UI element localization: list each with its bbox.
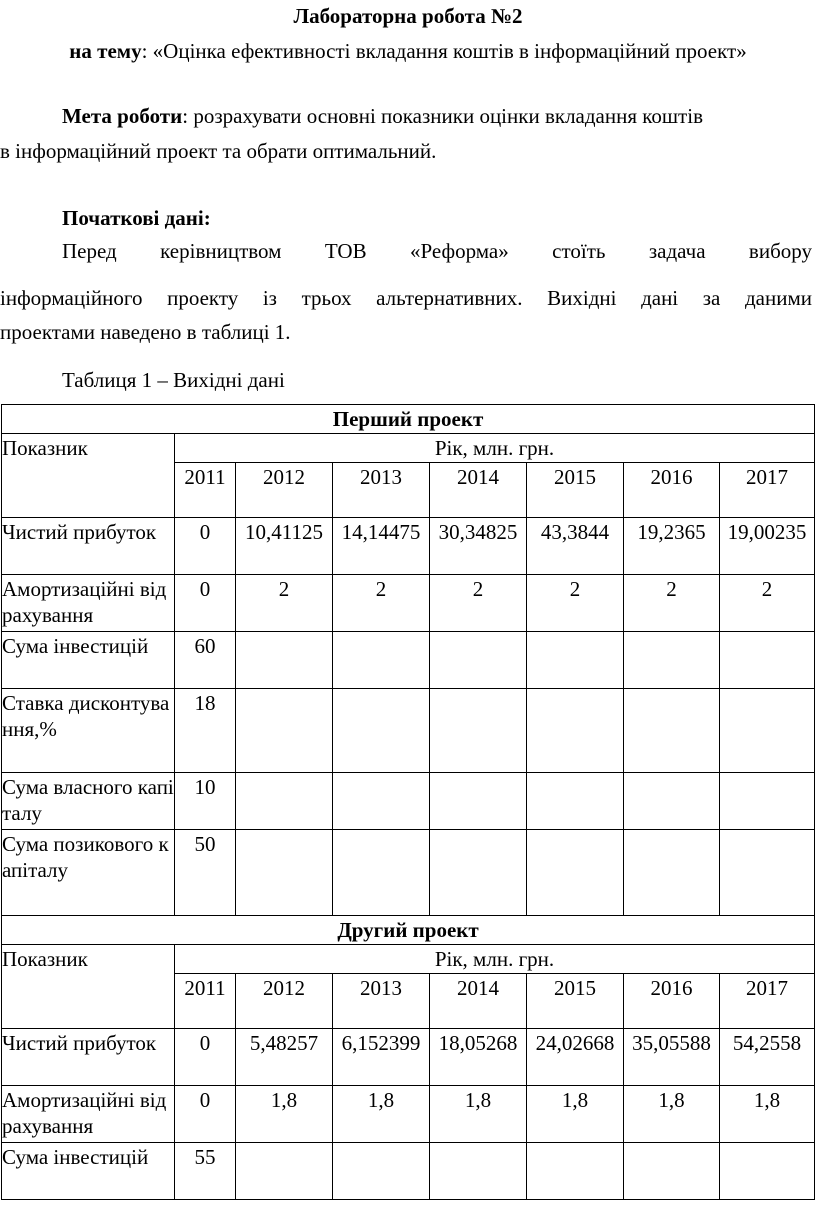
project2-year-header: Рік, млн. грн.	[175, 945, 815, 974]
value-cell: 0	[175, 575, 236, 632]
table-row	[2, 1143, 815, 1200]
value-cell	[236, 830, 333, 916]
goal-line-1	[0, 102, 812, 130]
value-cell	[624, 773, 720, 830]
table-row	[2, 689, 815, 773]
value-cell: 0	[175, 1029, 236, 1086]
value-cell	[720, 632, 815, 689]
value-cell	[236, 632, 333, 689]
value-cell	[720, 773, 815, 830]
project1-year-header: Рік, млн. грн.	[175, 434, 815, 463]
value-cell: 43,3844	[527, 518, 624, 575]
year-cell: 2012	[236, 463, 333, 518]
document-topic	[0, 37, 816, 65]
row-label: Чистий прибуток	[2, 518, 175, 575]
project1-title: Перший проект	[2, 405, 815, 434]
table-row	[2, 518, 815, 575]
project2-header-row	[2, 945, 815, 974]
year-cell: 2017	[720, 974, 815, 1029]
value-cell: 2	[624, 575, 720, 632]
value-cell: 19,00235	[720, 518, 815, 575]
year-cell: 2012	[236, 974, 333, 1029]
value-cell: 30,34825	[430, 518, 527, 575]
project2-title: Другий проект	[2, 916, 815, 945]
value-cell	[624, 689, 720, 773]
document-title	[0, 2, 816, 30]
value-cell: 2	[527, 575, 624, 632]
value-cell: 0	[175, 1086, 236, 1143]
value-cell: 60	[175, 632, 236, 689]
value-cell: 19,2365	[624, 518, 720, 575]
project1-header-row	[2, 434, 815, 463]
year-cell: 2011	[175, 463, 236, 518]
table-row	[2, 575, 815, 632]
value-cell: 2	[720, 575, 815, 632]
initial-heading-text: Початкові дані:	[62, 206, 211, 230]
row-label: Амортизаційні відрахування	[2, 575, 175, 632]
value-cell: 18,05268	[430, 1029, 527, 1086]
value-cell: 1,8	[720, 1086, 815, 1143]
year-cell: 2016	[624, 974, 720, 1029]
value-cell: 2	[333, 575, 430, 632]
value-cell	[333, 632, 430, 689]
value-cell	[333, 773, 430, 830]
goal-line-2: в інформаційний проект та обрати оптимальний.	[0, 139, 437, 163]
initial-para-line-2: інформаційного проекту із трьох альтернативних. Вихідні дані за даними	[0, 286, 812, 310]
value-cell	[430, 689, 527, 773]
value-cell	[624, 1143, 720, 1200]
value-cell: 18	[175, 689, 236, 773]
row-label: Чистий прибуток	[2, 1029, 175, 1086]
value-cell	[720, 830, 815, 916]
row-label: Сума інвестицій	[2, 632, 175, 689]
value-cell: 5,48257	[236, 1029, 333, 1086]
table-row	[2, 830, 815, 916]
value-cell	[527, 1143, 624, 1200]
goal-label: Мета роботи	[62, 104, 183, 128]
year-cell: 2017	[720, 463, 815, 518]
year-cell: 2016	[624, 463, 720, 518]
value-cell	[430, 632, 527, 689]
project1-indicator-header: Показник	[2, 434, 175, 518]
row-label: Ставка дисконтування,%	[2, 689, 175, 773]
value-cell: 1,8	[430, 1086, 527, 1143]
value-cell	[527, 632, 624, 689]
table-row	[2, 773, 815, 830]
value-cell: 10	[175, 773, 236, 830]
value-cell: 1,8	[527, 1086, 624, 1143]
value-cell	[236, 773, 333, 830]
year-cell: 2011	[175, 974, 236, 1029]
table-row	[2, 632, 815, 689]
table-row	[2, 1029, 815, 1086]
value-cell: 54,2558	[720, 1029, 815, 1086]
value-cell	[430, 773, 527, 830]
row-label: Сума інвестицій	[2, 1143, 175, 1200]
value-cell	[236, 1143, 333, 1200]
value-cell	[624, 632, 720, 689]
value-cell	[430, 1143, 527, 1200]
value-cell: 10,41125	[236, 518, 333, 575]
table-row	[2, 1086, 815, 1143]
value-cell	[527, 773, 624, 830]
value-cell: 0	[175, 518, 236, 575]
title-text: Лабораторна робота №2	[293, 4, 523, 28]
value-cell: 55	[175, 1143, 236, 1200]
year-cell: 2015	[527, 974, 624, 1029]
row-label: Сума позикового капіталу	[2, 830, 175, 916]
value-cell: 6,152399	[333, 1029, 430, 1086]
source-data-table	[1, 404, 815, 1200]
value-cell: 2	[236, 575, 333, 632]
topic-label: на тему	[69, 39, 142, 63]
initial-data-heading	[0, 204, 812, 232]
value-cell	[430, 830, 527, 916]
value-cell	[333, 1143, 430, 1200]
year-cell: 2014	[430, 463, 527, 518]
value-cell	[236, 689, 333, 773]
project2-indicator-header: Показник	[2, 945, 175, 1029]
project1-title-row	[2, 405, 815, 434]
table-caption: Таблиця 1 – Вихідні дані	[62, 368, 285, 392]
value-cell: 14,14475	[333, 518, 430, 575]
project2-title-row	[2, 916, 815, 945]
value-cell: 1,8	[333, 1086, 430, 1143]
year-cell: 2014	[430, 974, 527, 1029]
topic-text: : «Оцінка ефективності вкладання коштів в інформаційний проект»	[141, 39, 747, 63]
value-cell: 2	[430, 575, 527, 632]
value-cell: 1,8	[236, 1086, 333, 1143]
initial-para-line-1: Перед керівництвом ТОВ «Реформа» стоїть задача вибору	[62, 239, 812, 263]
year-cell: 2013	[333, 974, 430, 1029]
value-cell	[333, 689, 430, 773]
value-cell	[624, 830, 720, 916]
value-cell	[720, 1143, 815, 1200]
row-label: Сума власного капіталу	[2, 773, 175, 830]
year-cell: 2013	[333, 463, 430, 518]
value-cell	[527, 830, 624, 916]
value-cell: 1,8	[624, 1086, 720, 1143]
row-label: Амортизаційні відрахування	[2, 1086, 175, 1143]
year-cell: 2015	[527, 463, 624, 518]
initial-para-line-3: проектами наведено в таблиці 1.	[0, 320, 291, 344]
value-cell: 24,02668	[527, 1029, 624, 1086]
goal-text-1: : розрахувати основні показники оцінки вкладання коштів	[182, 104, 703, 128]
value-cell	[720, 689, 815, 773]
value-cell: 50	[175, 830, 236, 916]
value-cell: 35,05588	[624, 1029, 720, 1086]
value-cell	[527, 689, 624, 773]
value-cell	[333, 830, 430, 916]
